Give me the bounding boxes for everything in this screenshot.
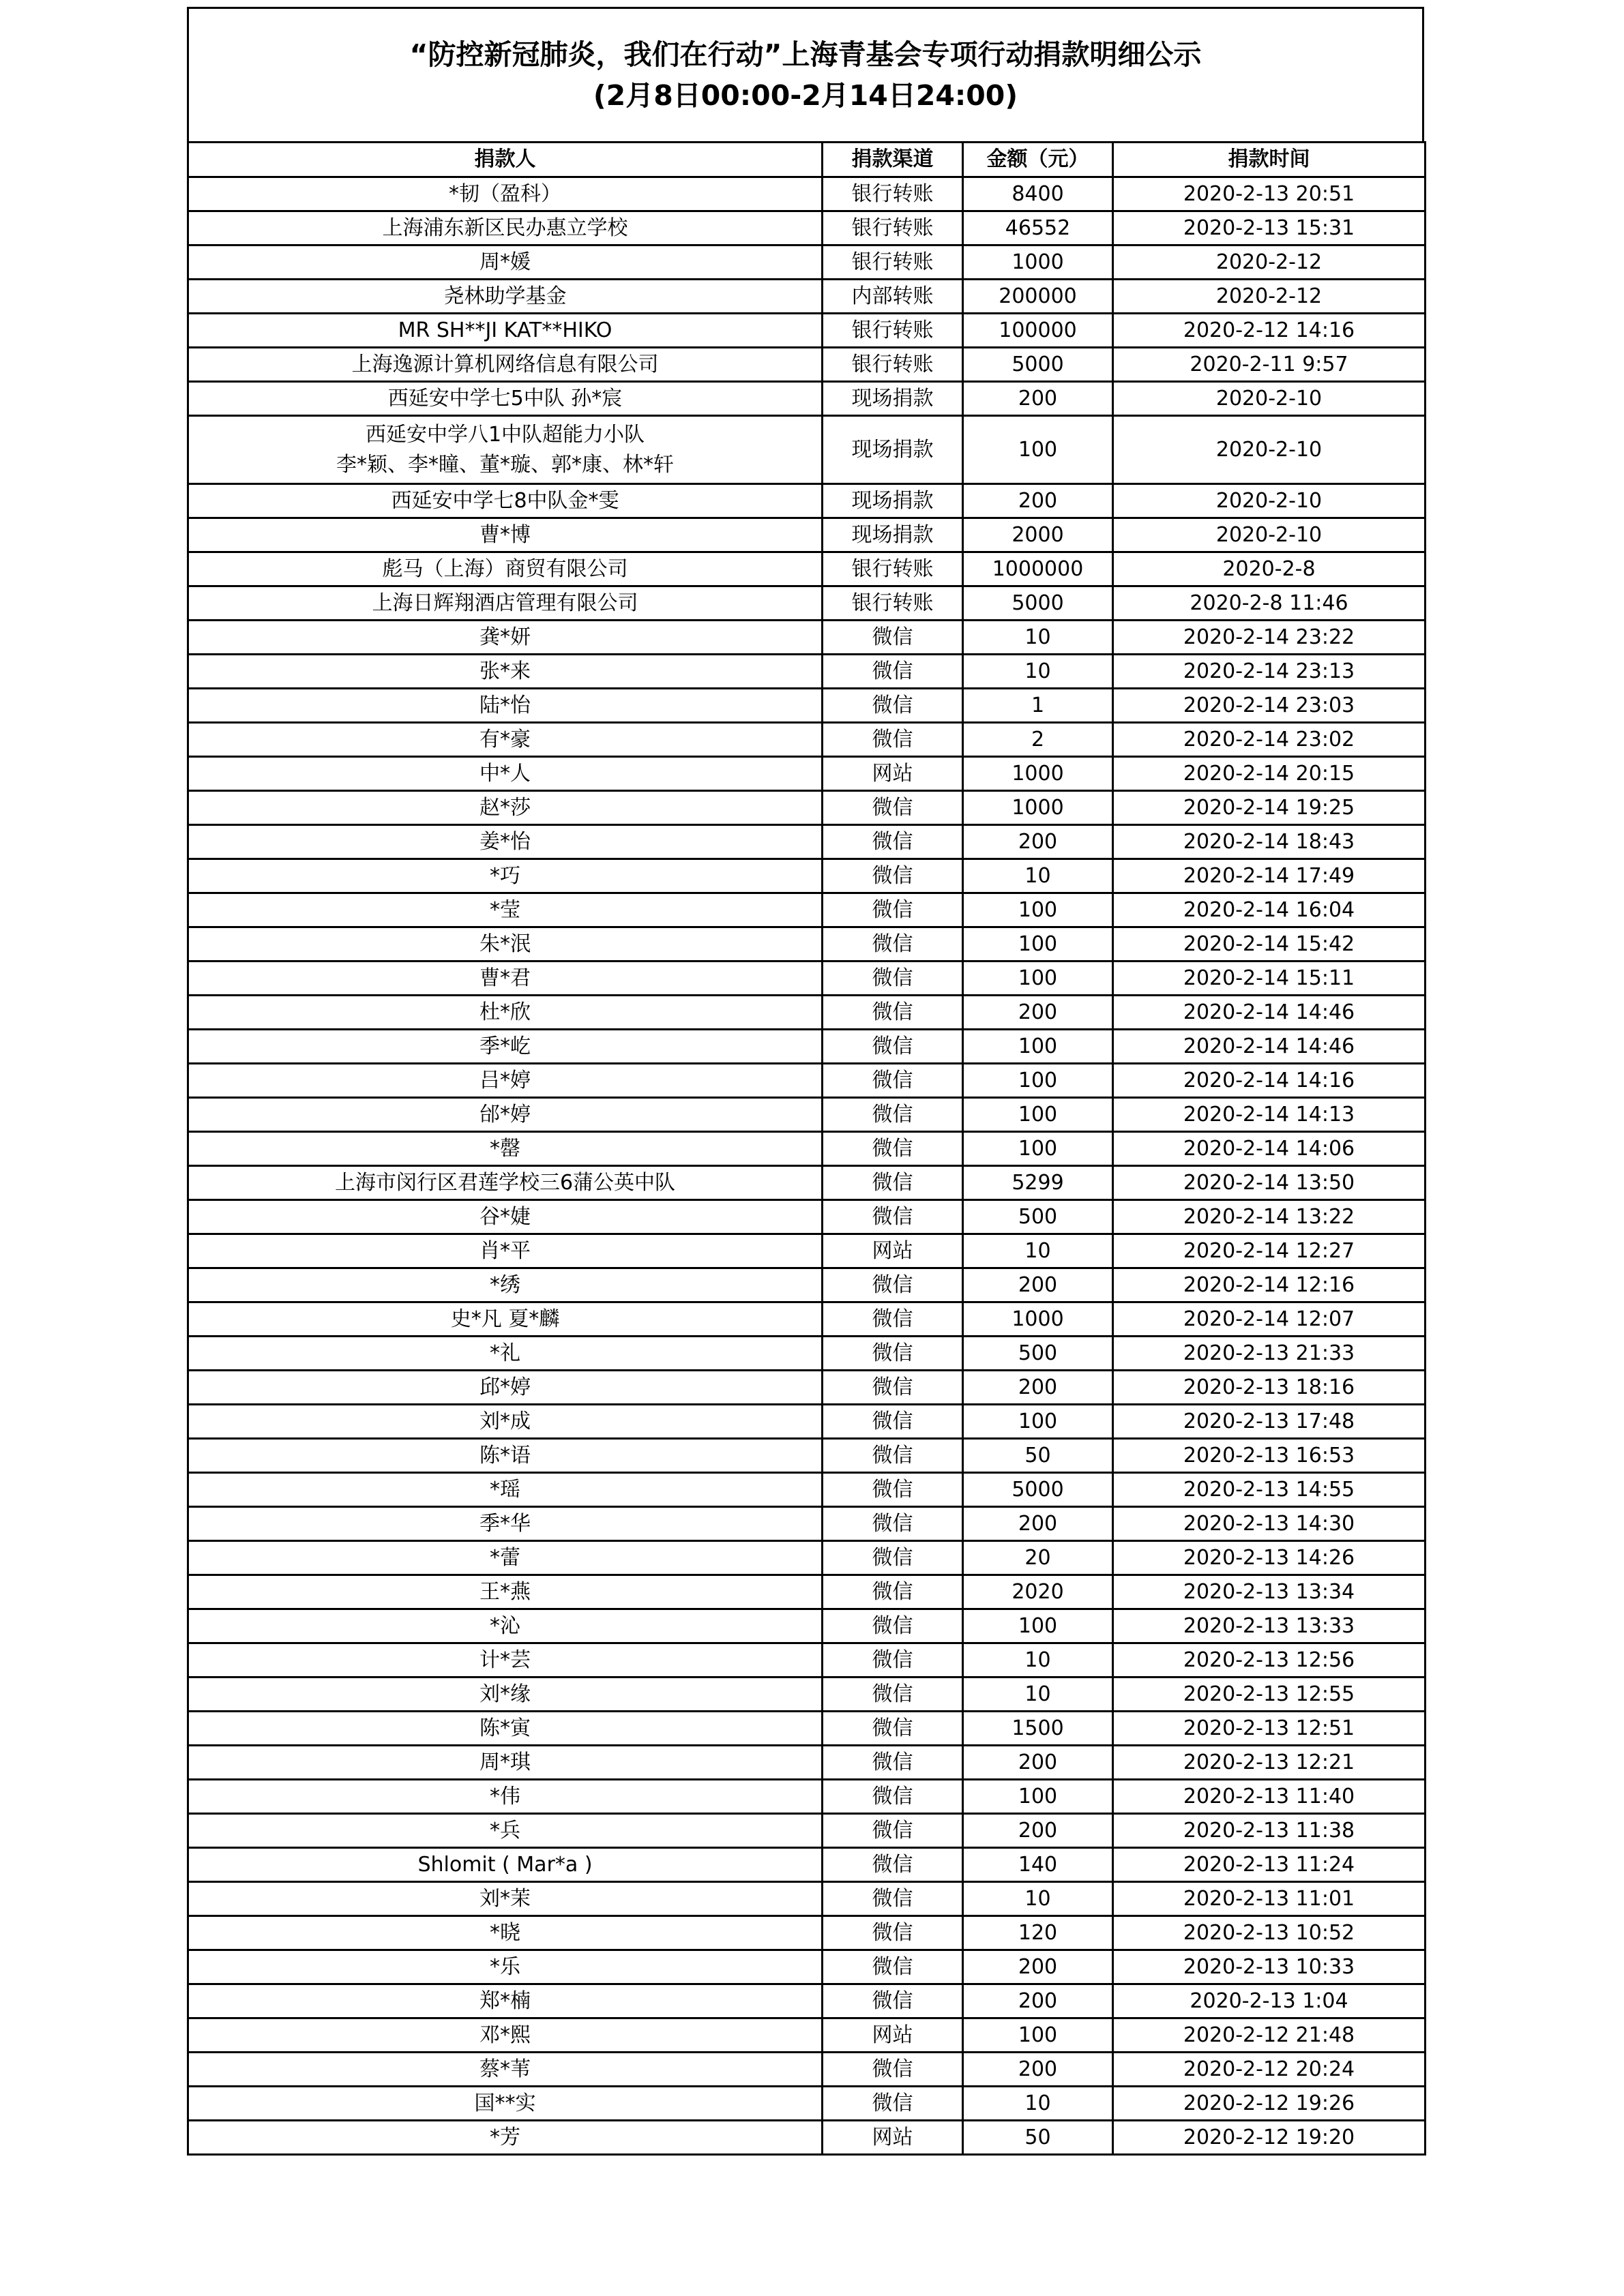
table-row bbox=[188, 1541, 1426, 1575]
donor-cell: 国**实 bbox=[188, 2087, 823, 2121]
amount-cell: 100 bbox=[963, 2018, 1113, 2053]
channel-cell: 银行转账 bbox=[823, 245, 963, 280]
table-row bbox=[188, 1780, 1426, 1814]
table-row bbox=[188, 2087, 1426, 2121]
table-row bbox=[188, 1984, 1426, 2018]
donor-cell: *芳 bbox=[188, 2121, 823, 2155]
table-row bbox=[188, 1575, 1426, 1609]
time-cell: 2020-2-13 11:24 bbox=[1113, 1848, 1426, 1882]
channel-cell: 现场捐款 bbox=[823, 518, 963, 552]
donor-cell: 上海市闵行区君莲学校三6蒲公英中队 bbox=[188, 1166, 823, 1200]
donor-cell: 周*琪 bbox=[188, 1746, 823, 1780]
channel-cell: 微信 bbox=[823, 1371, 963, 1405]
amount-cell: 10 bbox=[963, 859, 1113, 893]
donor-cell: 张*来 bbox=[188, 655, 823, 689]
channel-cell: 微信 bbox=[823, 1337, 963, 1371]
channel-cell: 网站 bbox=[823, 2018, 963, 2053]
amount-cell: 200 bbox=[963, 1371, 1113, 1405]
amount-cell: 100 bbox=[963, 961, 1113, 996]
table-row bbox=[188, 1678, 1426, 1712]
donor-cell: *礼 bbox=[188, 1337, 823, 1371]
channel-cell: 微信 bbox=[823, 893, 963, 927]
amount-cell: 2 bbox=[963, 723, 1113, 757]
time-cell: 2020-2-14 23:13 bbox=[1113, 655, 1426, 689]
donor-cell: *瑶 bbox=[188, 1473, 823, 1507]
table-row bbox=[188, 1166, 1426, 1200]
donor-cell: 上海日辉翔酒店管理有限公司 bbox=[188, 586, 823, 621]
amount-cell: 100 bbox=[963, 893, 1113, 927]
channel-cell: 微信 bbox=[823, 1575, 963, 1609]
donor-cell: *沁 bbox=[188, 1609, 823, 1643]
time-cell: 2020-2-13 21:33 bbox=[1113, 1337, 1426, 1371]
channel-cell: 微信 bbox=[823, 1166, 963, 1200]
donor-cell: 季*屹 bbox=[188, 1030, 823, 1064]
donor-cell: 蔡*苇 bbox=[188, 2053, 823, 2087]
channel-cell: 微信 bbox=[823, 1609, 963, 1643]
channel-cell: 微信 bbox=[823, 723, 963, 757]
amount-cell: 200 bbox=[963, 1268, 1113, 1302]
title-box bbox=[187, 7, 1424, 141]
channel-cell: 微信 bbox=[823, 1439, 963, 1473]
channel-cell: 银行转账 bbox=[823, 211, 963, 245]
time-cell: 2020-2-14 18:43 bbox=[1113, 825, 1426, 859]
channel-cell: 微信 bbox=[823, 1643, 963, 1678]
channel-cell: 网站 bbox=[823, 757, 963, 791]
table-row bbox=[188, 2018, 1426, 2053]
time-cell: 2020-2-13 16:53 bbox=[1113, 1439, 1426, 1473]
channel-cell: 微信 bbox=[823, 2053, 963, 2087]
time-cell: 2020-2-13 13:33 bbox=[1113, 1609, 1426, 1643]
table-row bbox=[188, 314, 1426, 348]
time-cell: 2020-2-14 17:49 bbox=[1113, 859, 1426, 893]
channel-cell: 微信 bbox=[823, 961, 963, 996]
channel-cell: 银行转账 bbox=[823, 177, 963, 211]
time-cell: 2020-2-14 14:46 bbox=[1113, 1030, 1426, 1064]
channel-cell: 微信 bbox=[823, 1507, 963, 1541]
table-row bbox=[188, 1302, 1426, 1337]
time-cell: 2020-2-13 20:51 bbox=[1113, 177, 1426, 211]
table-row bbox=[188, 1609, 1426, 1643]
table-row bbox=[188, 1371, 1426, 1405]
channel-cell: 微信 bbox=[823, 859, 963, 893]
document-date-range: (2月8日00:00-2月14日24:00) bbox=[593, 79, 1018, 112]
amount-cell: 50 bbox=[963, 2121, 1113, 2155]
amount-cell: 120 bbox=[963, 1916, 1113, 1950]
donor-cell: 刘*缘 bbox=[188, 1678, 823, 1712]
channel-cell: 微信 bbox=[823, 825, 963, 859]
table-row bbox=[188, 280, 1426, 314]
channel-cell: 微信 bbox=[823, 1780, 963, 1814]
donor-cell: 邓*熙 bbox=[188, 2018, 823, 2053]
time-cell: 2020-2-13 10:52 bbox=[1113, 1916, 1426, 1950]
donor-cell: 邰*婷 bbox=[188, 1098, 823, 1132]
amount-cell: 200 bbox=[963, 996, 1113, 1030]
channel-cell: 微信 bbox=[823, 1984, 963, 2018]
amount-cell: 100 bbox=[963, 1609, 1113, 1643]
amount-cell: 10 bbox=[963, 1643, 1113, 1678]
donor-cell: 上海逸源计算机网络信息有限公司 bbox=[188, 348, 823, 382]
channel-cell: 微信 bbox=[823, 1064, 963, 1098]
table-row bbox=[188, 211, 1426, 245]
table-row bbox=[188, 621, 1426, 655]
amount-cell: 100 bbox=[963, 1030, 1113, 1064]
table-body bbox=[188, 177, 1426, 2155]
channel-cell: 微信 bbox=[823, 1882, 963, 1916]
amount-cell: 2000 bbox=[963, 518, 1113, 552]
amount-cell: 10 bbox=[963, 621, 1113, 655]
donor-cell: 计*芸 bbox=[188, 1643, 823, 1678]
amount-cell: 100 bbox=[963, 1780, 1113, 1814]
channel-cell: 银行转账 bbox=[823, 348, 963, 382]
donor-cell: 陆*怡 bbox=[188, 689, 823, 723]
table-row bbox=[188, 1473, 1426, 1507]
channel-cell: 微信 bbox=[823, 2087, 963, 2121]
amount-cell: 46552 bbox=[963, 211, 1113, 245]
channel-cell: 微信 bbox=[823, 1200, 963, 1234]
donor-cell: 王*燕 bbox=[188, 1575, 823, 1609]
time-cell: 2020-2-13 11:01 bbox=[1113, 1882, 1426, 1916]
amount-cell: 10 bbox=[963, 655, 1113, 689]
donor-cell: MR SH**JI KAT**HIKO bbox=[188, 314, 823, 348]
amount-cell: 500 bbox=[963, 1200, 1113, 1234]
amount-cell: 200 bbox=[963, 1950, 1113, 1984]
donor-cell: 谷*婕 bbox=[188, 1200, 823, 1234]
time-cell: 2020-2-14 20:15 bbox=[1113, 757, 1426, 791]
time-cell: 2020-2-13 14:55 bbox=[1113, 1473, 1426, 1507]
channel-cell: 微信 bbox=[823, 1098, 963, 1132]
time-cell: 2020-2-13 12:21 bbox=[1113, 1746, 1426, 1780]
header-channel: 捐款渠道 bbox=[823, 143, 963, 177]
table-row bbox=[188, 655, 1426, 689]
donor-line-2: 李*颖、李*瞳、董*璇、郭*康、林*轩 bbox=[336, 452, 674, 477]
amount-cell: 1 bbox=[963, 689, 1113, 723]
donor-cell: 邱*婷 bbox=[188, 1371, 823, 1405]
channel-cell: 银行转账 bbox=[823, 586, 963, 621]
table-row bbox=[188, 1405, 1426, 1439]
amount-cell: 200000 bbox=[963, 280, 1113, 314]
donor-cell: 上海浦东新区民办惠立学校 bbox=[188, 211, 823, 245]
donor-cell: 吕*婷 bbox=[188, 1064, 823, 1098]
amount-cell: 200 bbox=[963, 2053, 1113, 2087]
amount-cell: 1000 bbox=[963, 757, 1113, 791]
table-row bbox=[188, 1643, 1426, 1678]
table-row bbox=[188, 2053, 1426, 2087]
channel-cell: 微信 bbox=[823, 1132, 963, 1166]
donor-cell: *绣 bbox=[188, 1268, 823, 1302]
table-row bbox=[188, 1916, 1426, 1950]
donor-cell: 曹*君 bbox=[188, 961, 823, 996]
time-cell: 2020-2-14 14:06 bbox=[1113, 1132, 1426, 1166]
table-header-row bbox=[188, 143, 1426, 177]
channel-cell: 微信 bbox=[823, 1950, 963, 1984]
channel-cell: 微信 bbox=[823, 1030, 963, 1064]
channel-cell: 微信 bbox=[823, 1712, 963, 1746]
table-row bbox=[188, 757, 1426, 791]
time-cell: 2020-2-10 bbox=[1113, 382, 1426, 416]
time-cell: 2020-2-14 19:25 bbox=[1113, 791, 1426, 825]
table-row bbox=[188, 961, 1426, 996]
donor-cell: 龚*妍 bbox=[188, 621, 823, 655]
table-row bbox=[188, 1848, 1426, 1882]
table-row bbox=[188, 791, 1426, 825]
time-cell: 2020-2-13 12:56 bbox=[1113, 1643, 1426, 1678]
time-cell: 2020-2-11 9:57 bbox=[1113, 348, 1426, 382]
channel-cell: 微信 bbox=[823, 1541, 963, 1575]
time-cell: 2020-2-10 bbox=[1113, 518, 1426, 552]
donor-cell bbox=[188, 416, 823, 484]
time-cell: 2020-2-14 13:22 bbox=[1113, 1200, 1426, 1234]
donor-cell: 陈*寅 bbox=[188, 1712, 823, 1746]
table-row bbox=[188, 552, 1426, 586]
time-cell: 2020-2-8 bbox=[1113, 552, 1426, 586]
channel-cell: 网站 bbox=[823, 2121, 963, 2155]
time-cell: 2020-2-13 12:55 bbox=[1113, 1678, 1426, 1712]
time-cell: 2020-2-13 17:48 bbox=[1113, 1405, 1426, 1439]
time-cell: 2020-2-14 23:02 bbox=[1113, 723, 1426, 757]
amount-cell: 50 bbox=[963, 1439, 1113, 1473]
time-cell: 2020-2-12 20:24 bbox=[1113, 2053, 1426, 2087]
amount-cell: 1500 bbox=[963, 1712, 1113, 1746]
header-amount: 金额（元） bbox=[963, 143, 1113, 177]
donor-cell: 刘*成 bbox=[188, 1405, 823, 1439]
donor-cell: *伟 bbox=[188, 1780, 823, 1814]
table-row bbox=[188, 1064, 1426, 1098]
channel-cell: 微信 bbox=[823, 1678, 963, 1712]
time-cell: 2020-2-14 23:03 bbox=[1113, 689, 1426, 723]
donor-cell: *莹 bbox=[188, 893, 823, 927]
amount-cell: 5000 bbox=[963, 348, 1113, 382]
donor-cell: 朱*泯 bbox=[188, 927, 823, 961]
donor-cell: *韧（盈科） bbox=[188, 177, 823, 211]
table-row bbox=[188, 177, 1426, 211]
time-cell: 2020-2-14 23:22 bbox=[1113, 621, 1426, 655]
table-row bbox=[188, 518, 1426, 552]
amount-cell: 5299 bbox=[963, 1166, 1113, 1200]
amount-cell: 140 bbox=[963, 1848, 1113, 1882]
time-cell: 2020-2-12 21:48 bbox=[1113, 2018, 1426, 2053]
channel-cell: 微信 bbox=[823, 655, 963, 689]
table-row bbox=[188, 859, 1426, 893]
time-cell: 2020-2-13 13:34 bbox=[1113, 1575, 1426, 1609]
table-row bbox=[188, 825, 1426, 859]
table-row bbox=[188, 416, 1426, 484]
amount-cell: 100 bbox=[963, 416, 1113, 484]
table-row bbox=[188, 2121, 1426, 2155]
header-time: 捐款时间 bbox=[1113, 143, 1426, 177]
channel-cell: 微信 bbox=[823, 1746, 963, 1780]
table-row bbox=[188, 1268, 1426, 1302]
table-row bbox=[188, 1337, 1426, 1371]
amount-cell: 10 bbox=[963, 2087, 1113, 2121]
donation-table bbox=[187, 141, 1426, 2156]
channel-cell: 微信 bbox=[823, 1916, 963, 1950]
amount-cell: 500 bbox=[963, 1337, 1113, 1371]
time-cell: 2020-2-13 12:51 bbox=[1113, 1712, 1426, 1746]
time-cell: 2020-2-13 1:04 bbox=[1113, 1984, 1426, 2018]
channel-cell: 微信 bbox=[823, 791, 963, 825]
donor-cell: 史*凡 夏*麟 bbox=[188, 1302, 823, 1337]
donor-cell: 西延安中学七5中队 孙*宸 bbox=[188, 382, 823, 416]
time-cell: 2020-2-13 14:26 bbox=[1113, 1541, 1426, 1575]
amount-cell: 200 bbox=[963, 1814, 1113, 1848]
time-cell: 2020-2-12 bbox=[1113, 280, 1426, 314]
donor-cell: 肖*平 bbox=[188, 1234, 823, 1268]
table-row bbox=[188, 1814, 1426, 1848]
donor-cell: 曹*博 bbox=[188, 518, 823, 552]
donor-cell: 中*人 bbox=[188, 757, 823, 791]
donor-cell: *巧 bbox=[188, 859, 823, 893]
time-cell: 2020-2-10 bbox=[1113, 484, 1426, 518]
donor-cell: 有*豪 bbox=[188, 723, 823, 757]
amount-cell: 200 bbox=[963, 1507, 1113, 1541]
table-row bbox=[188, 1200, 1426, 1234]
time-cell: 2020-2-14 14:16 bbox=[1113, 1064, 1426, 1098]
header-donor: 捐款人 bbox=[188, 143, 823, 177]
channel-cell: 现场捐款 bbox=[823, 382, 963, 416]
amount-cell: 10 bbox=[963, 1882, 1113, 1916]
time-cell: 2020-2-14 12:27 bbox=[1113, 1234, 1426, 1268]
channel-cell: 微信 bbox=[823, 1848, 963, 1882]
time-cell: 2020-2-13 15:31 bbox=[1113, 211, 1426, 245]
amount-cell: 100 bbox=[963, 1405, 1113, 1439]
table-row bbox=[188, 1882, 1426, 1916]
donor-cell: 尧林助学基金 bbox=[188, 280, 823, 314]
donor-cell: 姜*怡 bbox=[188, 825, 823, 859]
donor-cell: *蕾 bbox=[188, 1541, 823, 1575]
time-cell: 2020-2-8 11:46 bbox=[1113, 586, 1426, 621]
donor-cell: 刘*茉 bbox=[188, 1882, 823, 1916]
table-row bbox=[188, 484, 1426, 518]
table-row bbox=[188, 1746, 1426, 1780]
amount-cell: 1000 bbox=[963, 245, 1113, 280]
time-cell: 2020-2-12 19:26 bbox=[1113, 2087, 1426, 2121]
channel-cell: 微信 bbox=[823, 996, 963, 1030]
time-cell: 2020-2-13 18:16 bbox=[1113, 1371, 1426, 1405]
table-row bbox=[188, 245, 1426, 280]
channel-cell: 微信 bbox=[823, 1814, 963, 1848]
donor-cell: 彪马（上海）商贸有限公司 bbox=[188, 552, 823, 586]
channel-cell: 网站 bbox=[823, 1234, 963, 1268]
amount-cell: 5000 bbox=[963, 586, 1113, 621]
amount-cell: 100 bbox=[963, 1098, 1113, 1132]
donor-cell: *乐 bbox=[188, 1950, 823, 1984]
channel-cell: 内部转账 bbox=[823, 280, 963, 314]
amount-cell: 100 bbox=[963, 1064, 1113, 1098]
table-row bbox=[188, 1234, 1426, 1268]
table-row bbox=[188, 893, 1426, 927]
amount-cell: 200 bbox=[963, 825, 1113, 859]
table-row bbox=[188, 1712, 1426, 1746]
donor-cell: Shlomit ( Mar*a ) bbox=[188, 1848, 823, 1882]
channel-cell: 银行转账 bbox=[823, 314, 963, 348]
amount-cell: 1000 bbox=[963, 1302, 1113, 1337]
channel-cell: 现场捐款 bbox=[823, 484, 963, 518]
time-cell: 2020-2-12 bbox=[1113, 245, 1426, 280]
table-row bbox=[188, 1950, 1426, 1984]
time-cell: 2020-2-10 bbox=[1113, 416, 1426, 484]
time-cell: 2020-2-14 14:13 bbox=[1113, 1098, 1426, 1132]
time-cell: 2020-2-12 19:20 bbox=[1113, 2121, 1426, 2155]
table-row bbox=[188, 996, 1426, 1030]
time-cell: 2020-2-12 14:16 bbox=[1113, 314, 1426, 348]
table-row bbox=[188, 1132, 1426, 1166]
donor-cell: 西延安中学七8中队金*雯 bbox=[188, 484, 823, 518]
amount-cell: 10 bbox=[963, 1678, 1113, 1712]
time-cell: 2020-2-13 11:38 bbox=[1113, 1814, 1426, 1848]
time-cell: 2020-2-14 13:50 bbox=[1113, 1166, 1426, 1200]
donor-cell: 杜*欣 bbox=[188, 996, 823, 1030]
amount-cell: 200 bbox=[963, 484, 1113, 518]
amount-cell: 200 bbox=[963, 1746, 1113, 1780]
table-row bbox=[188, 1439, 1426, 1473]
donor-cell: *兵 bbox=[188, 1814, 823, 1848]
document-title: “防控新冠肺炎，我们在行动”上海青基会专项行动捐款明细公示 bbox=[409, 38, 1202, 71]
table-row bbox=[188, 723, 1426, 757]
channel-cell: 银行转账 bbox=[823, 552, 963, 586]
channel-cell: 微信 bbox=[823, 1268, 963, 1302]
amount-cell: 100000 bbox=[963, 314, 1113, 348]
time-cell: 2020-2-14 16:04 bbox=[1113, 893, 1426, 927]
channel-cell: 现场捐款 bbox=[823, 416, 963, 484]
time-cell: 2020-2-14 15:42 bbox=[1113, 927, 1426, 961]
table-row bbox=[188, 348, 1426, 382]
amount-cell: 200 bbox=[963, 382, 1113, 416]
table-row bbox=[188, 1030, 1426, 1064]
time-cell: 2020-2-14 12:16 bbox=[1113, 1268, 1426, 1302]
table-row bbox=[188, 689, 1426, 723]
donor-cell: *晓 bbox=[188, 1916, 823, 1950]
donor-cell: 郑*楠 bbox=[188, 1984, 823, 2018]
amount-cell: 1000000 bbox=[963, 552, 1113, 586]
channel-cell: 微信 bbox=[823, 927, 963, 961]
amount-cell: 100 bbox=[963, 1132, 1113, 1166]
table-row bbox=[188, 1098, 1426, 1132]
channel-cell: 微信 bbox=[823, 1302, 963, 1337]
donor-cell: 季*华 bbox=[188, 1507, 823, 1541]
table-row bbox=[188, 927, 1426, 961]
channel-cell: 微信 bbox=[823, 1405, 963, 1439]
donor-cell: 赵*莎 bbox=[188, 791, 823, 825]
amount-cell: 10 bbox=[963, 1234, 1113, 1268]
amount-cell: 5000 bbox=[963, 1473, 1113, 1507]
donor-cell: 陈*语 bbox=[188, 1439, 823, 1473]
time-cell: 2020-2-13 14:30 bbox=[1113, 1507, 1426, 1541]
channel-cell: 微信 bbox=[823, 689, 963, 723]
donor-line-1: 西延安中学八1中队超能力小队 bbox=[365, 422, 645, 447]
table-row bbox=[188, 1507, 1426, 1541]
amount-cell: 1000 bbox=[963, 791, 1113, 825]
donor-cell: 周*媛 bbox=[188, 245, 823, 280]
amount-cell: 8400 bbox=[963, 177, 1113, 211]
table-row bbox=[188, 586, 1426, 621]
donation-document bbox=[187, 7, 1424, 2156]
donor-cell: *罄 bbox=[188, 1132, 823, 1166]
time-cell: 2020-2-13 10:33 bbox=[1113, 1950, 1426, 1984]
channel-cell: 微信 bbox=[823, 1473, 963, 1507]
time-cell: 2020-2-13 11:40 bbox=[1113, 1780, 1426, 1814]
table-row bbox=[188, 382, 1426, 416]
time-cell: 2020-2-14 15:11 bbox=[1113, 961, 1426, 996]
amount-cell: 20 bbox=[963, 1541, 1113, 1575]
amount-cell: 100 bbox=[963, 927, 1113, 961]
amount-cell: 200 bbox=[963, 1984, 1113, 2018]
time-cell: 2020-2-14 14:46 bbox=[1113, 996, 1426, 1030]
channel-cell: 微信 bbox=[823, 621, 963, 655]
amount-cell: 2020 bbox=[963, 1575, 1113, 1609]
time-cell: 2020-2-14 12:07 bbox=[1113, 1302, 1426, 1337]
